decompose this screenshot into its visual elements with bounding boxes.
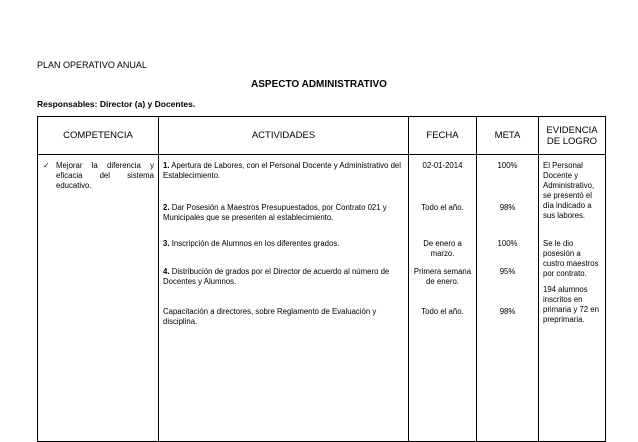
plan-table — [37, 116, 606, 442]
meta-value: 100% — [497, 161, 518, 170]
fecha-value: Todo el año. — [421, 203, 464, 212]
header-actividades: ACTIVIDADES — [159, 117, 409, 155]
actividad-item: Capacitación a directores, sobre Reglamento de Evaluación y disciplina. — [163, 307, 377, 326]
evidencia-item: 194 alumnos inscritos en primaria y 72 en preprimaria. — [543, 285, 599, 324]
document-title: PLAN OPERATIVO ANUAL — [37, 60, 147, 70]
responsables-line: Responsables: Director (a) y Docentes. — [37, 99, 196, 109]
cell-evidencia — [539, 155, 606, 442]
header-fecha: FECHA — [409, 117, 477, 155]
header-meta: META — [477, 117, 539, 155]
evidencia-item: El Personal Docente y Administrativo, se presentó el día indicado a sus labores. — [543, 161, 595, 220]
actividad-item: 4. Distribución de grados por el Director de acuerdo al número de Docentes y Alumnos. — [163, 267, 390, 286]
actividad-item: 1. Apertura de Labores, con el Personal Docente y Administrativo del Establecimiento. — [163, 161, 401, 180]
meta-value: 95% — [499, 267, 516, 276]
meta-value: 98% — [499, 203, 516, 212]
meta-value: 100% — [497, 239, 518, 248]
cell-actividades — [159, 155, 409, 442]
fecha-value: De enero a marzo. — [423, 239, 462, 258]
competencia-text: Mejorar la diferencia y eficacia del sistema educativo. — [56, 161, 154, 190]
fecha-value: Primera semana de enero. — [413, 267, 472, 286]
meta-value: 98% — [499, 307, 516, 316]
checkmark-bullet-icon: ✓ — [43, 161, 50, 170]
cell-competencia — [38, 155, 159, 442]
cell-meta — [477, 155, 539, 442]
table-row — [38, 155, 606, 442]
actividad-item: 2. Dar Posesión a Maestros Presupuestados, por Contrato 021 y Municipales que se presenten al establecimiento. — [163, 203, 387, 222]
evidencia-item: Se le dio posesión a custro maestros por contrato. — [543, 239, 599, 278]
cell-fecha — [409, 155, 477, 442]
fecha-value: Todo el año. — [421, 307, 464, 316]
section-title: ASPECTO ADMINISTRATIVO — [251, 79, 387, 90]
actividad-item: 3. Inscripción de Alumnos en los diferentes grados. — [163, 239, 340, 248]
table-header-row — [38, 117, 606, 155]
fecha-value: 02-01-2014 — [422, 161, 463, 170]
header-evidencia: EVIDENCIA DE LOGRO — [539, 117, 606, 155]
header-competencia: COMPETENCIA — [38, 117, 159, 155]
